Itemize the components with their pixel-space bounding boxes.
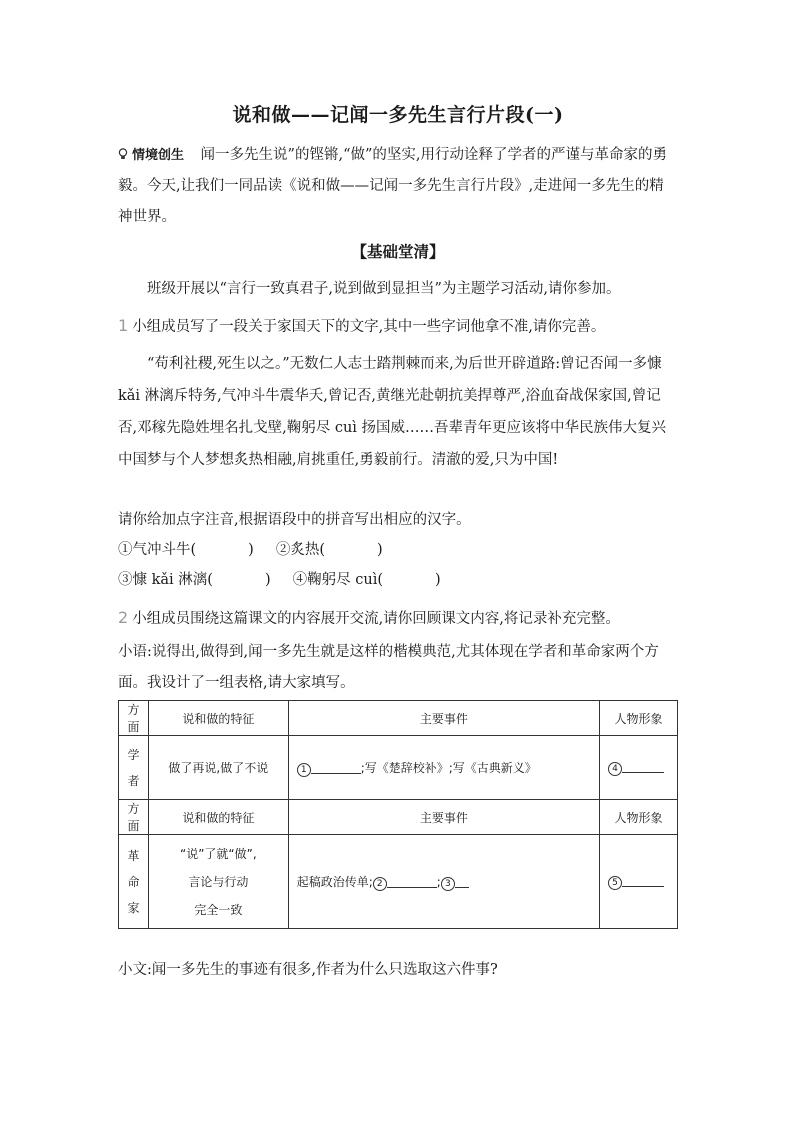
feature-cell: “说”了就“做”, 言论与行动 完全一致 <box>148 835 288 929</box>
section-heading: 【基础堂清】 <box>351 242 445 261</box>
header-cell: 人物形象 <box>600 800 678 835</box>
header-cell: 方面 <box>119 701 149 736</box>
item-1: ①气冲斗牛( <box>118 542 197 558</box>
question-number: 1 <box>118 316 129 335</box>
answer-blank[interactable] <box>311 762 361 774</box>
intro-tag-label: 情境创生 <box>132 148 185 163</box>
table-row <box>119 835 678 929</box>
header-cell: 人物形象 <box>600 701 678 736</box>
aspect-cell: 学 者 <box>119 736 149 800</box>
circled-number: 5 <box>608 876 622 890</box>
header-cell: 主要事件 <box>288 800 599 835</box>
circled-number: 2 <box>373 877 387 891</box>
record-table <box>118 700 678 929</box>
circled-number: 4 <box>608 762 622 776</box>
answer-blank[interactable] <box>622 875 664 887</box>
pinyin-row-2: ③慷 kǎi 淋漓( ) ④鞠躬尽 cuì( ) <box>118 572 441 588</box>
question-2-stem <box>118 603 678 634</box>
answer-blank[interactable] <box>622 761 664 773</box>
image-cell <box>600 736 678 800</box>
feature-cell: 做了再说,做了不说 <box>148 736 288 800</box>
header-cell: 说和做的特征 <box>148 701 288 736</box>
table-header-row <box>119 800 678 835</box>
pinyin-row-1: ①气冲斗牛( ) ②炙热( ) <box>118 542 383 558</box>
intro-tag <box>118 148 189 163</box>
answer-blank[interactable] <box>455 876 469 888</box>
question-1-stem <box>118 311 678 342</box>
table-header-row <box>119 701 678 736</box>
activity-text: 班级开展以“言行一致真君子,说到做到显担当”为主题学习活动,请你参加。 <box>147 281 621 297</box>
circled-number: 3 <box>441 877 455 891</box>
page-title: 说和做——记闻一多先生言行片段(一) <box>232 104 564 126</box>
event-cell: 1 ;写《楚辞校补》;写《古典新义》 <box>288 736 599 800</box>
header-cell: 主要事件 <box>288 701 599 736</box>
intro-paragraph <box>118 140 678 233</box>
header-cell: 方面 <box>119 800 149 835</box>
header-cell: 说和做的特征 <box>148 800 288 835</box>
intro-text: 闻一多先生说”的铿锵,“做”的坚实,用行动诠释了学者的严谨与革命家的勇毅。今天,让我们一同品读《说和做——记闻一多先生言行片段》,走进闻一多先生的精神世界。 <box>118 147 668 225</box>
lightbulb-icon <box>118 148 128 160</box>
aspect-cell: 革 命 家 <box>119 835 149 929</box>
xiaoyu-text: 小语:说得出,做得到,闻一多先生就是这样的楷模典范,尤其体现在学者和革命家两个方面。我设计了一组表格,请大家填写。 <box>118 644 659 691</box>
question-text: 小组成员围绕这篇课文的内容展开交流,请你回顾课文内容,将记录补充完整。 <box>132 611 620 627</box>
event-cell: 起稿政治传单; 2 ; 3 <box>288 835 599 929</box>
table-row <box>119 736 678 800</box>
item-2: ②炙热( <box>275 542 326 558</box>
item-3: ③慷 kǎi 淋漓( <box>118 572 213 588</box>
question-1-passage: “苟利社稷,死生以之。”无数仁人志士踏荆棘而来,为后世开辟道路:曾记否闻一多慷 kǎi 淋漓斥特务,气冲斗牛震华夭,曾记否,黄继光赴朝抗美捍尊严,浴血奋战保家国,曾记否,邓稼先隐姓埋名扎戈壁,鞠躬尽 cuì 扬国威……吾辈青年更应该将中华民族伟大复兴中国梦与个人梦想炙热相融,肩挑重任,勇毅前行。清澈的爱,只为中国! <box>118 356 667 468</box>
question-1-instruction: 请你给加点字注音,根据语段中的拼音写出相应的汉字。 <box>118 512 471 528</box>
circled-number: 1 <box>297 763 311 777</box>
image-cell <box>600 835 678 929</box>
question-number: 2 <box>118 608 129 627</box>
item-4: ④鞠躬尽 cuì( <box>292 572 383 588</box>
xiaowen-text: 小文:闻一多先生的事迹有很多,作者为什么只选取这六件事? <box>118 962 498 978</box>
question-text: 小组成员写了一段关于家国天下的文字,其中一些字词他拿不准,请你完善。 <box>132 319 606 335</box>
answer-blank[interactable] <box>387 876 437 888</box>
